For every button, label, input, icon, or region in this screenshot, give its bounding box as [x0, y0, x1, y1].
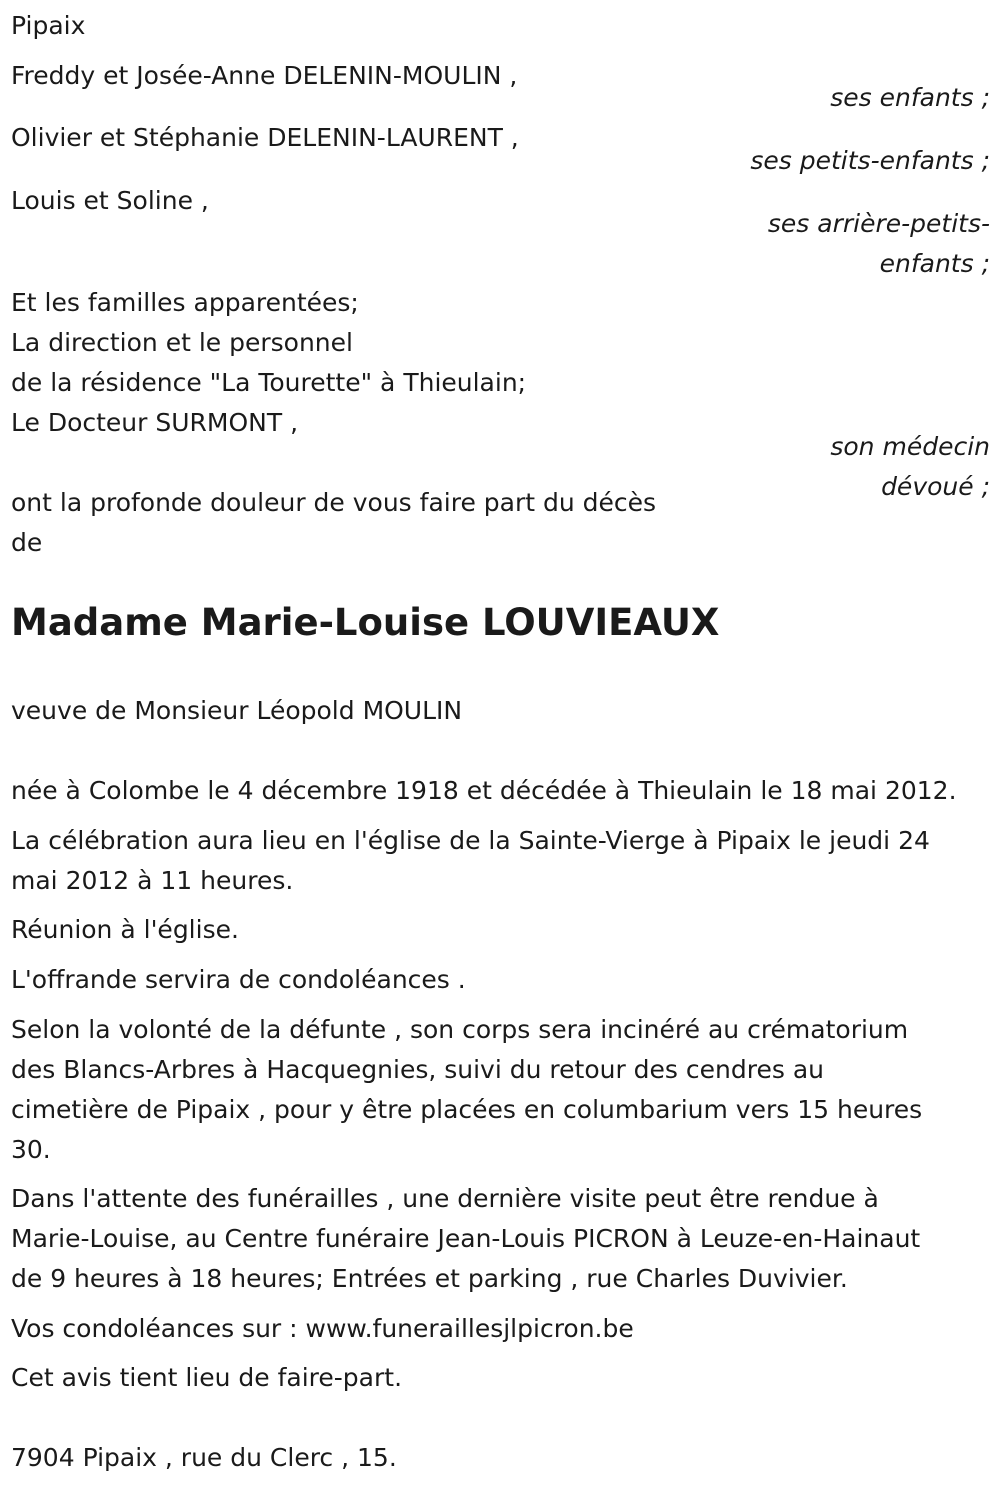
cremation-line1: Selon la volonté de la défunte , son corps sera inciné​ré au crématorium [11, 1015, 909, 1044]
cremation-line4: 30. [11, 1135, 51, 1164]
visit-line2: Marie-Louise, au Centre funéraire Jean-Louis PICRON à Leuze-en-Hainaut [11, 1224, 921, 1253]
meeting: Réunion à l'église. [11, 915, 239, 944]
others-line2: La direction et le personnel [11, 328, 353, 357]
doctor-relation-line1: son médecin [830, 432, 990, 461]
others-line3: de la résidence "La Tourette" à Thieulain; [11, 368, 527, 397]
notice: Cet avis tient lieu de faire-part. [11, 1363, 403, 1392]
visit-line1: Dans l'attente des funérailles , une dernière visite peut être rendue à [11, 1184, 879, 1213]
address: 7904 Pipaix , rue du Clerc , 15. [11, 1443, 397, 1472]
celebration-line1: La célébration aura lieu en l'église de la Sainte-Vierge à Pipaix le jeudi 24 [11, 826, 930, 855]
celebration-line2: mai 2012 à 11 heures. [11, 866, 294, 895]
greatgrandchildren-name: Louis et Soline , [11, 186, 209, 215]
others-line4: Le Docteur SURMONT , [11, 408, 299, 437]
others-line1: Et les familles apparentées; [11, 288, 359, 317]
place: Pipaix [11, 11, 86, 40]
deceased-name: Madame Marie-Louise LOUVIEAUX [11, 601, 720, 644]
cremation-line3: cimetière de Pipaix , pour y être placées en columbarium vers 15 heures [11, 1095, 923, 1124]
condolences-website: Vos condoléances sur : www.funeraillesjlpicron.be [11, 1314, 634, 1343]
visit-line3: de 9 heures à 18 heures; Entrées et parking , rue Charles Duvivier. [11, 1264, 848, 1293]
cremation-line2: des Blancs-Arbres à Hacquegnies, suivi du retour des cendres au [11, 1055, 824, 1084]
offering: L'offrande servira de condoléances . [11, 965, 466, 994]
announce-line2: de [11, 528, 43, 557]
greatgrandchildren-relation-line1: ses arrière-petits- [767, 209, 990, 238]
doctor-relation-line2: dévoué ; [881, 472, 990, 501]
greatgrandchildren-relation-line2: enfants ; [879, 249, 990, 278]
widow-of: veuve de Monsieur Léopold MOULIN [11, 696, 463, 725]
children-name: Freddy et Josée-Anne DELENIN-MOULIN , [11, 61, 518, 90]
grandchildren-relation: ses petits-enfants ; [750, 146, 990, 175]
grandchildren-name: Olivier et Stéphanie DELENIN-LAURENT , [11, 123, 519, 152]
announce-line1: ont la profonde douleur de vous faire part du décès [11, 488, 657, 517]
born-died: née à Colombe le 4 décembre 1918 et décédée à Thieulain le 18 mai 2012. [11, 776, 957, 805]
children-relation: ses enfants ; [830, 83, 990, 112]
